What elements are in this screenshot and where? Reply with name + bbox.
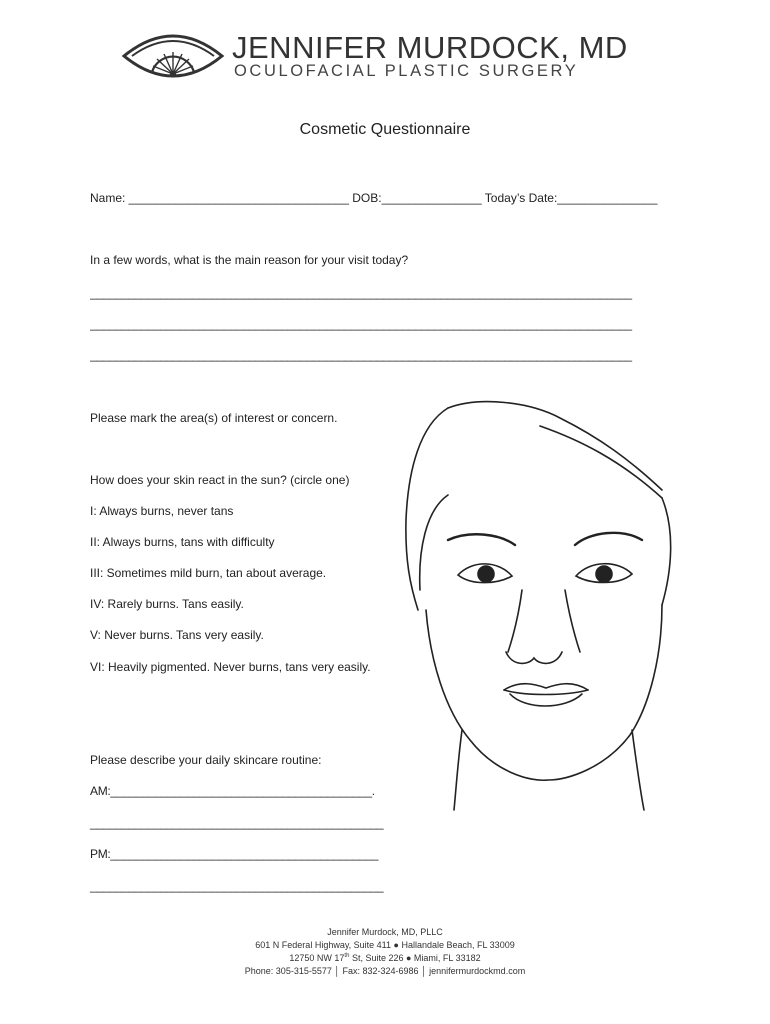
sun-option-6[interactable]: VI: Heavily pigmented. Never burns, tans very easily. — [90, 660, 371, 674]
face-outline-icon[interactable] — [400, 400, 690, 820]
reason-answer-line-2[interactable]: _____________________________________________________________________________________ — [90, 317, 632, 331]
footer-address-miami-ordinal: th — [344, 953, 350, 959]
brand-name: JENNIFER MURDOCK, MD — [232, 30, 628, 65]
eye-icon — [120, 22, 226, 94]
pm-routine-field[interactable]: PM:__________________________________________ — [90, 847, 379, 861]
name-dob-date-field[interactable]: Name: _________________________________ DOB:_______________ Today’s Date:_______________ — [90, 191, 658, 205]
sun-option-4[interactable]: IV: Rarely burns. Tans easily. — [90, 597, 244, 611]
footer-address-hallandale: 601 N Federal Highway, Suite 411 ● Hallandale Beach, FL 33009 — [255, 940, 515, 950]
sun-option-3[interactable]: III: Sometimes mild burn, tan about average. — [90, 566, 327, 580]
skincare-prompt: Please describe your daily skincare routine: — [90, 753, 322, 767]
am-routine-field[interactable]: AM:_________________________________________. — [90, 784, 375, 798]
footer-address-miami-rest: St, Suite 226 ● Miami, FL 33182 — [349, 953, 481, 963]
mark-area-prompt: Please mark the area(s) of interest or concern. — [90, 411, 338, 425]
sun-question: How does your skin react in the sun? (circle one) — [90, 473, 350, 487]
sun-option-5[interactable]: V: Never burns. Tans very easily. — [90, 628, 264, 642]
reason-answer-line-3[interactable]: _____________________________________________________________________________________ — [90, 348, 632, 362]
footer-company: Jennifer Murdock, MD, PLLC — [327, 927, 443, 937]
brand-subtitle: OCULOFACIAL PLASTIC SURGERY — [234, 62, 579, 80]
footer-contact[interactable]: Phone: 305-315-5577 │ Fax: 832-324-6986 │ jennifermurdockmd.com — [244, 966, 526, 976]
sun-option-2[interactable]: II: Always burns, tans with difficulty — [90, 535, 275, 549]
page-title: Cosmetic Questionnaire — [299, 121, 471, 138]
pm-routine-line-2[interactable]: ______________________________________________ — [90, 879, 384, 893]
am-routine-line-2[interactable]: ______________________________________________ — [90, 816, 384, 830]
reason-question: In a few words, what is the main reason for your visit today? — [90, 253, 409, 267]
reason-answer-line-1[interactable]: _____________________________________________________________________________________ — [90, 286, 632, 300]
footer-address-miami-street: 12750 NW 17 — [289, 953, 345, 963]
footer-address-miami — [0, 953, 770, 963]
sun-option-1[interactable]: I: Always burns, never tans — [90, 504, 234, 518]
